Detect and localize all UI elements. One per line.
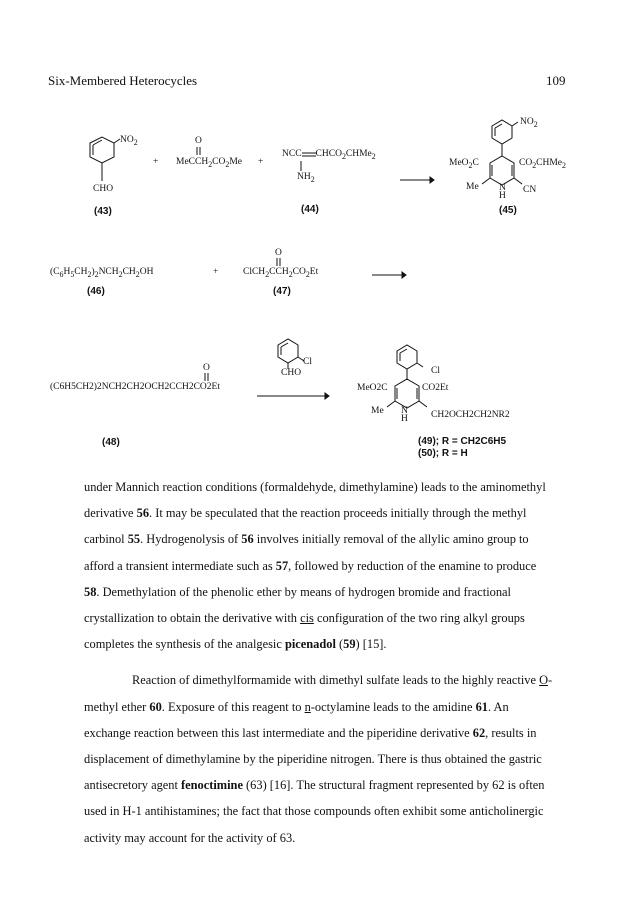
compound-47-formula: $ClCH_2CCH_2CO_2Et$ <box>243 267 319 279</box>
ketoester-oxygen: O <box>195 136 202 146</box>
reaction-arrow-1 <box>400 177 434 185</box>
stereo-term: cis <box>300 611 314 626</box>
compound-44-nh2: $NH_2$ <box>297 172 315 184</box>
compound-44-label: (44) <box>301 204 319 215</box>
text-run: . It may be speculated that the reaction proceeds initially through the methyl carbinol <box>84 506 527 547</box>
text-run: -octylamine leads to the amidine <box>310 699 476 714</box>
text-run: configuration of the two ring alkyl groups completes the synthesis of the analgesic <box>84 611 525 652</box>
drug-name: fenoctimine <box>181 778 243 793</box>
paragraph-2 <box>84 667 554 850</box>
text-run: -methyl ether <box>84 673 553 714</box>
compound-ref: 61 <box>475 699 488 714</box>
text-run: Reaction of dimethylformamide with dimethyl sulfate leads to the highly reactive <box>132 673 540 688</box>
compound-48-label: (48) <box>102 437 120 448</box>
compound-50-definition: (50); R = H <box>418 448 468 459</box>
compound-45-methyl-ester: MeO$_2$C <box>449 158 479 170</box>
compound-ref: 58 <box>84 584 97 599</box>
product-nh-hydrogen: H <box>401 414 408 424</box>
compound-47-label: (47) <box>273 286 291 297</box>
reagent-cho: CHO <box>281 368 302 378</box>
body-text <box>84 474 554 851</box>
compound-43-label: (43) <box>94 206 112 217</box>
plus-sign-2: + <box>258 157 264 167</box>
compound-ref: 60 <box>149 699 162 714</box>
reaction-arrow-2 <box>372 272 406 280</box>
compound-43-ring <box>78 135 118 185</box>
drug-name: picenadol <box>284 637 336 652</box>
product-methyl: Me <box>371 406 384 416</box>
compound-45-nitrogen: N <box>499 183 506 193</box>
ketoester-double-bond <box>196 147 202 157</box>
compound-48-formula: (C6H5CH2)2NCH2CH2OCH2CCH2CO2Et <box>50 382 220 392</box>
compound-45-isopropyl-ester: $CO_2CHMe_2$ <box>519 158 566 170</box>
text-run: . Exposure of this reagent to <box>161 699 305 714</box>
ketoester-formula: $MeCCH_2CO_2Me$ <box>176 157 242 169</box>
text-run: . Demethylation of the phenolic ether by means of hydrogen bromide and fractional crystallization to obtain the derivative with <box>84 584 511 626</box>
product-chloro: Cl <box>431 366 440 376</box>
compound-46-formula: $(C_6H_5CH_2)_2NCH_2CH_2OH$ <box>50 267 154 279</box>
compound-46-label: (46) <box>87 286 105 297</box>
compound-49-definition: (49); R = CH2C6H5 <box>418 436 507 447</box>
compound-ref: 56 <box>136 506 150 521</box>
plus-sign-3: + <box>213 267 219 277</box>
compound-ref: 59 <box>343 637 356 652</box>
compound-45-no2: $NO_2$ <box>520 117 538 129</box>
compound-43-no2: $NO_2$ <box>120 135 138 147</box>
product-methyl-ester: MeO2C <box>357 383 388 393</box>
locant: n <box>304 699 311 714</box>
compound-45-label: (45) <box>499 205 517 216</box>
compound-44-double-bond <box>302 152 318 158</box>
text-run: , followed by reduction of the enamine to produce <box>288 558 537 573</box>
paragraph-1 <box>84 474 554 657</box>
product-ethyl-ester: CO2Et <box>422 383 449 393</box>
compound-45-methyl: Me <box>466 182 479 192</box>
text-run: ( <box>335 637 344 652</box>
compound-ref: 62 <box>472 725 486 740</box>
compound-45-nh-hydrogen: H <box>499 191 506 201</box>
product-nitrogen: N <box>401 406 408 416</box>
compound-43-cho: CHO <box>93 184 114 194</box>
text-run: under Mannich reaction conditions (formaldehyde, dimethylamine) leads to the aminomethyl derivative <box>84 480 546 521</box>
text-run: involves initially removal of the allylic amino group to afford a transient intermediate such as <box>84 532 529 573</box>
text-run: . Hydrogenolysis of <box>140 532 242 547</box>
compound-44-formula: NCC $CHCO_2CHMe_2$ <box>282 149 376 161</box>
page-number: 109 <box>546 73 566 88</box>
plus-sign-1: + <box>153 157 159 167</box>
text-run: , results in displacement of dimethylamine by the piperidine nitrogen. There is thus obtained the gastric antisecretory agent <box>84 725 542 793</box>
reaction-arrow-3 <box>257 393 329 401</box>
text-run: (63) [16]. The structural fragment represented by 62 is often used in H-1 antihistamines; the fact that those compounds often exhibit some anticholinergic activity may account for the activity of 63. <box>84 778 545 845</box>
compound-47-oxygen: O <box>275 248 282 258</box>
text-run: . An exchange reaction between this last intermediate and the piperidine derivative <box>84 699 509 740</box>
reagent-chloro: Cl <box>303 357 312 367</box>
product-side-chain: CH2OCH2CH2NR2 <box>431 410 510 420</box>
text-run: ) [15]. <box>355 637 387 652</box>
locant: O <box>539 673 549 688</box>
compound-45-cyano: CN <box>523 185 537 195</box>
compound-ref: 57 <box>275 558 289 573</box>
running-head: Six-Membered Heterocycles <box>48 73 198 88</box>
compound-48-oxygen: O <box>203 363 210 373</box>
compound-ref: 56 <box>241 532 254 547</box>
compound-ref: 55 <box>127 532 141 547</box>
